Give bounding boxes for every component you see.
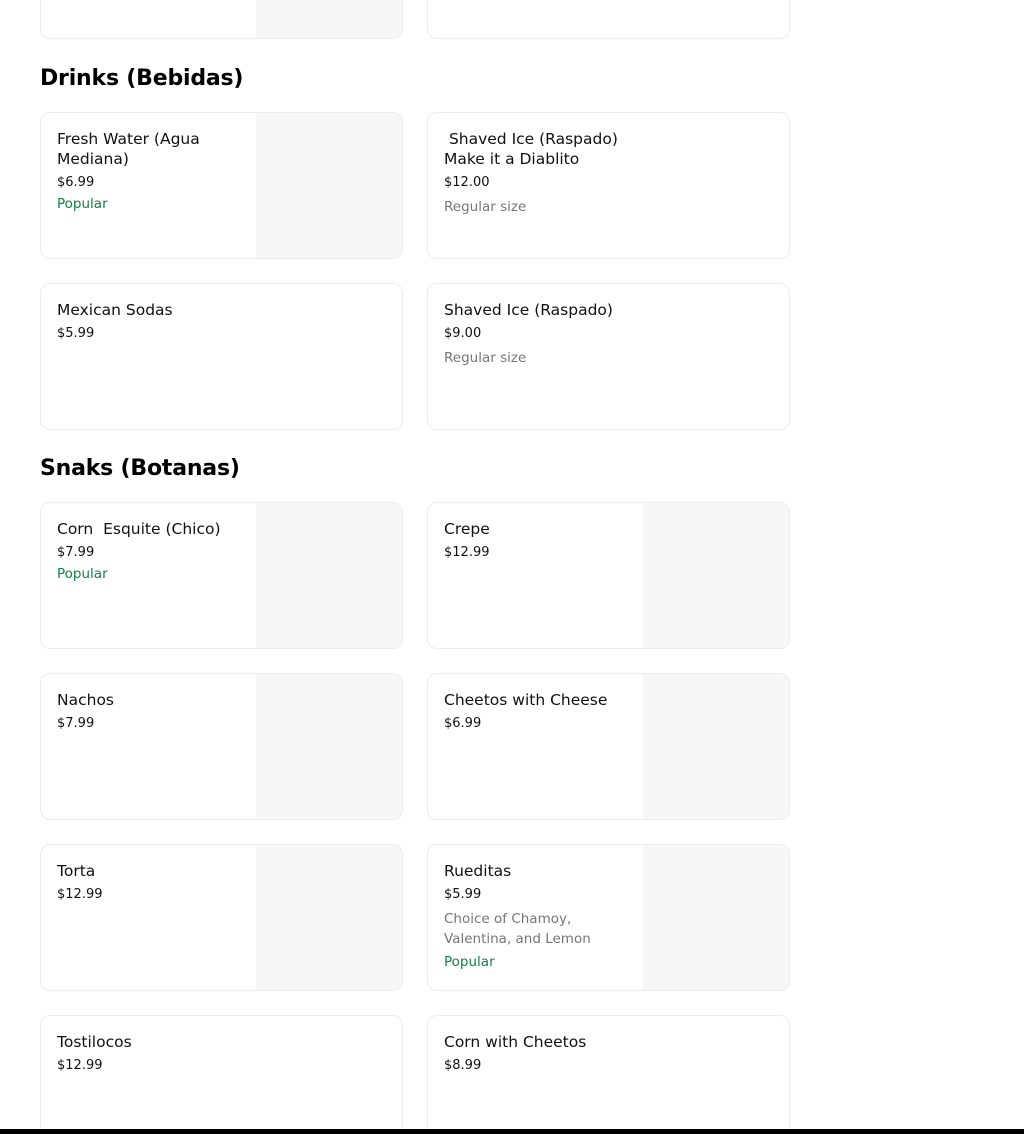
item-price: $5.99	[444, 887, 482, 902]
item-thumbnail	[256, 113, 402, 258]
item-info	[444, 519, 630, 561]
item-info	[57, 1032, 377, 1074]
menu-item-card[interactable]	[40, 1015, 403, 1134]
item-price: $12.99	[57, 887, 103, 902]
section-title-snacks: Snaks (Botanas)	[40, 456, 240, 481]
item-price: $12.99	[444, 545, 490, 560]
item-name: Fresh Water (Agua Mediana)	[57, 130, 205, 168]
popular-badge: Popular	[57, 196, 108, 212]
item-price: $6.99	[57, 175, 95, 190]
menu-item-card[interactable]	[427, 844, 790, 991]
menu-item-card[interactable]	[40, 673, 403, 820]
item-name: Shaved Ice (Raspado)	[444, 301, 613, 319]
menu-item-card[interactable]	[40, 112, 403, 259]
item-info	[57, 519, 243, 583]
section-grid-snacks	[40, 502, 790, 1134]
item-price: $12.00	[444, 175, 490, 190]
item-thumbnail	[256, 0, 402, 38]
item-thumbnail	[643, 503, 789, 648]
item-info	[444, 1032, 764, 1074]
item-name: Crepe	[444, 520, 490, 538]
item-thumbnail	[256, 845, 402, 990]
item-info	[57, 861, 243, 903]
item-info	[57, 300, 377, 342]
item-description: Choice of Chamoy, Valentina, and Lemon	[444, 911, 591, 947]
menu-item-card[interactable]	[40, 502, 403, 649]
item-info	[57, 690, 243, 732]
item-name: Mexican Sodas	[57, 301, 173, 319]
top-partial-grid	[40, 0, 790, 39]
bottom-bar	[0, 1129, 1024, 1134]
item-price: $7.99	[57, 716, 95, 731]
item-price: $5.99	[57, 326, 95, 341]
item-thumbnail	[256, 503, 402, 648]
item-name: Shaved Ice (Raspado) Make it a Diablito	[444, 130, 623, 168]
menu-item-card[interactable]	[427, 283, 790, 430]
item-info	[444, 690, 630, 732]
item-info	[444, 300, 764, 368]
item-thumbnail	[643, 674, 789, 819]
item-price: $8.99	[444, 1058, 482, 1073]
menu-item-card[interactable]	[40, 844, 403, 991]
section-title-drinks: Drinks (Bebidas)	[40, 66, 244, 91]
item-name: Nachos	[57, 691, 114, 709]
menu-item-card[interactable]	[427, 112, 790, 259]
item-price: $7.99	[57, 545, 95, 560]
item-info	[444, 861, 630, 971]
item-name: Corn Esquite (Chico)	[57, 520, 221, 538]
item-name: Cheetos with Cheese	[444, 691, 608, 709]
menu-item-card[interactable]	[427, 502, 790, 649]
menu-item-card[interactable]	[427, 673, 790, 820]
menu-item-card[interactable]	[40, 283, 403, 430]
section-grid-drinks	[40, 112, 790, 430]
item-price: $6.99	[444, 716, 482, 731]
item-name: Torta	[57, 862, 96, 880]
item-price: $9.00	[444, 326, 482, 341]
item-info	[444, 129, 644, 217]
menu-item-card[interactable]	[427, 1015, 790, 1134]
popular-badge: Popular	[444, 954, 495, 970]
item-info	[57, 129, 243, 213]
item-description: Regular size	[444, 199, 527, 215]
item-description: Regular size	[444, 350, 527, 366]
popular-badge: Popular	[57, 566, 108, 582]
item-name: Rueditas	[444, 862, 512, 880]
item-price: $12.99	[57, 1058, 103, 1073]
item-thumbnail	[256, 674, 402, 819]
item-name: Tostilocos	[57, 1033, 132, 1051]
menu-item-card[interactable]	[427, 0, 790, 39]
item-name: Corn with Cheetos	[444, 1033, 587, 1051]
menu-item-card[interactable]	[40, 0, 403, 39]
item-thumbnail	[643, 845, 789, 990]
